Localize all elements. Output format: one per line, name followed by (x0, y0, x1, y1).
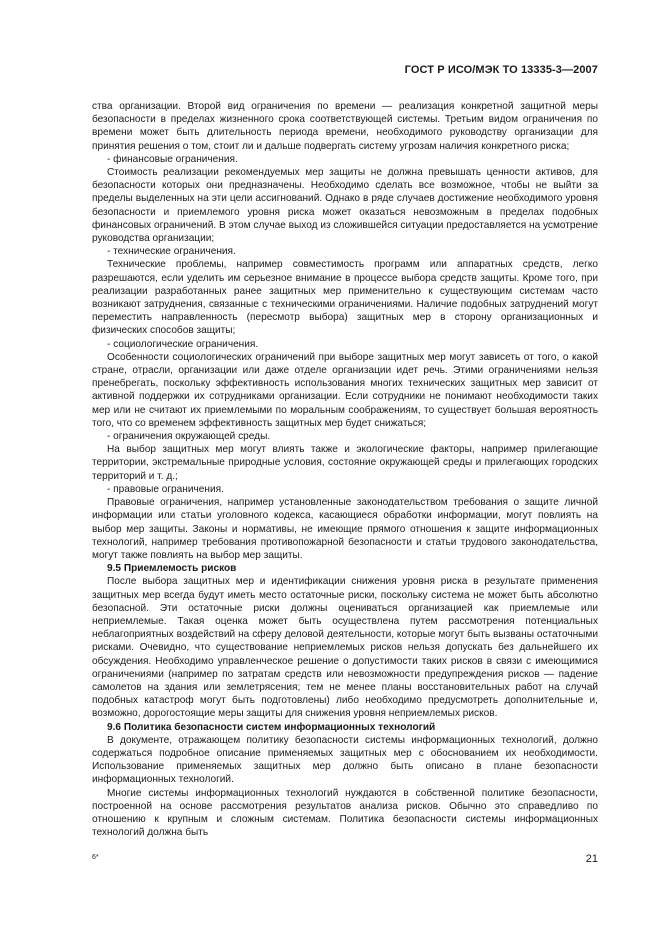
page-number: 21 (585, 853, 598, 865)
paragraph: Правовые ограничения, например установленные законодательством требования о защите личной информации или статьи уголовного кодекса, касающиеся обработки информации, могут повлиять на выбор мер защиты. Законы и нормативы, не имеющие прямого отношения к защите информационных технологий, например требования противопожарной безопасности и статьи трудового законодательства, могут также повлиять на выбор мер защиты. (92, 497, 598, 561)
paragraph: Многие системы информационных технологий нуждаются в собственной политике безопасности, построенной на основе рассмотрения результатов анализа рисков. Обычно это справедливо по отношению к крупным и сложным системам. Политика безопасности системы информационных технологий должна быть (92, 787, 598, 839)
paragraph: - правовые ограничения. (107, 483, 224, 495)
paragraph: Технические проблемы, например совместимость программ или аппаратных средств, легко разрешаются, если уделить им серьезное внимание в процессе выбора средств защиты. Кроме того, при реализации разработанных ранее защитных мер применительно к существующим системам часто возникают затруднения, связанные с техническими ограничениями. Наличие подобных затруднений могут переместить направленность (пересмотр выбора) защитных мер в сторону организационных и физических способов защиты; (92, 259, 598, 337)
paragraph: - финансовые ограничения. (107, 153, 238, 165)
paragraph: - социологические ограничения. (107, 338, 259, 350)
paragraph: Особенности социологических ограничений при выборе защитных мер могут зависеть от того, о какой стране, отрасли, организации или даже отделе организации идет речь. Этими ограничениями нельзя пренебрегать, поскольку эффективность использования многих технических защитных мер зависит от активной поддержки их сотрудниками организации. Если сотрудники не понимают необходимости таких мер или не считают их приемлемыми по моральным соображениям, то существует большая вероятность того, что со временем эффективность защитных мер будет снижаться; (92, 351, 598, 429)
paragraph: После выбора защитных мер и идентификации снижения уровня риска в результате применения защитных мер всегда будут иметь место остаточные риски, поскольку система не может быть абсолютно безопасной. Эти остаточные риски должны оцениваться организацией как приемлемые или неприемлемые. Такая оценка может быть осуществлена путем рассмотрения потенциальных неблагоприятных воздействий на сферу деловой деятельности, которые могут быть вызваны остаточными рисками. Очевидно, что существование неприемлемых рисков нельзя допускать без дальнейшего их обсуждения. Необходимо управленческое решение о допустимости таких рисков в связи с имеющимися ограничениями (например по затратам средств или невозможности предупреждения рисков — падение самолетов на здания или землетрясения; тем не менее планы восстановительных работ на случай подобных катастроф могут быть подготовлены) либо необходимо предусмотреть дополнительные и, возможно, дорогостоящие меры защиты для снижения уровня неприемлемых рисков. (92, 576, 598, 720)
signature-mark: 6* (92, 854, 99, 861)
main-text (92, 100, 598, 839)
section-heading: 9.5 Приемлемость рисков (107, 563, 237, 575)
standard-designation: ГОСТ Р ИСО/МЭК ТО 13335-3—2007 (404, 64, 598, 76)
paragraph: ства организации. Второй вид ограничения по времени — реализация конкретной защитной меры безопасности в пределах жизненного срока соответствующей системы. Третьим видом ограничения по времени может быть длительность периода времени, необходимого руководству организации для принятия решения о том, стоит ли и дальше подвергать систему угрозам наличия конкретного риска; (92, 101, 598, 152)
section-heading: 9.6 Политика безопасности систем информационных технологий (107, 721, 436, 733)
paragraph: - ограничения окружающей среды. (107, 431, 271, 443)
paragraph: На выбор защитных мер могут влиять также и экологические факторы, например прилегающие территории, экстремальные природные условия, состояние окружающей среды и прилегающих городских территорий и т. д.; (92, 444, 598, 482)
paragraph: В документе, отражающем политику безопасности системы информационных технологий, должно содержаться подробное описание применяемых защитных мер с обоснованием их необходимости. Использование применяемых защитных мер должно быть описано в плане безопасности информационных технологий. (92, 734, 598, 786)
paragraph: Стоимость реализации рекомендуемых мер защиты не должна превышать ценности активов, для безопасности которых они предназначены. Необходимо сделать все возможное, чтобы не выйти за пределы выделенных на эти цели ассигнований. Однако в ряде случаев достижение необходимого уровня безопасности и приемлемого уровня риска может оказаться невозможным в пределах подобных финансовых ограничений. В этом случае выход из сложившейся ситуации предоставляется на усмотрение руководства организации; (92, 167, 598, 245)
paragraph: - технические ограничения. (107, 246, 236, 258)
